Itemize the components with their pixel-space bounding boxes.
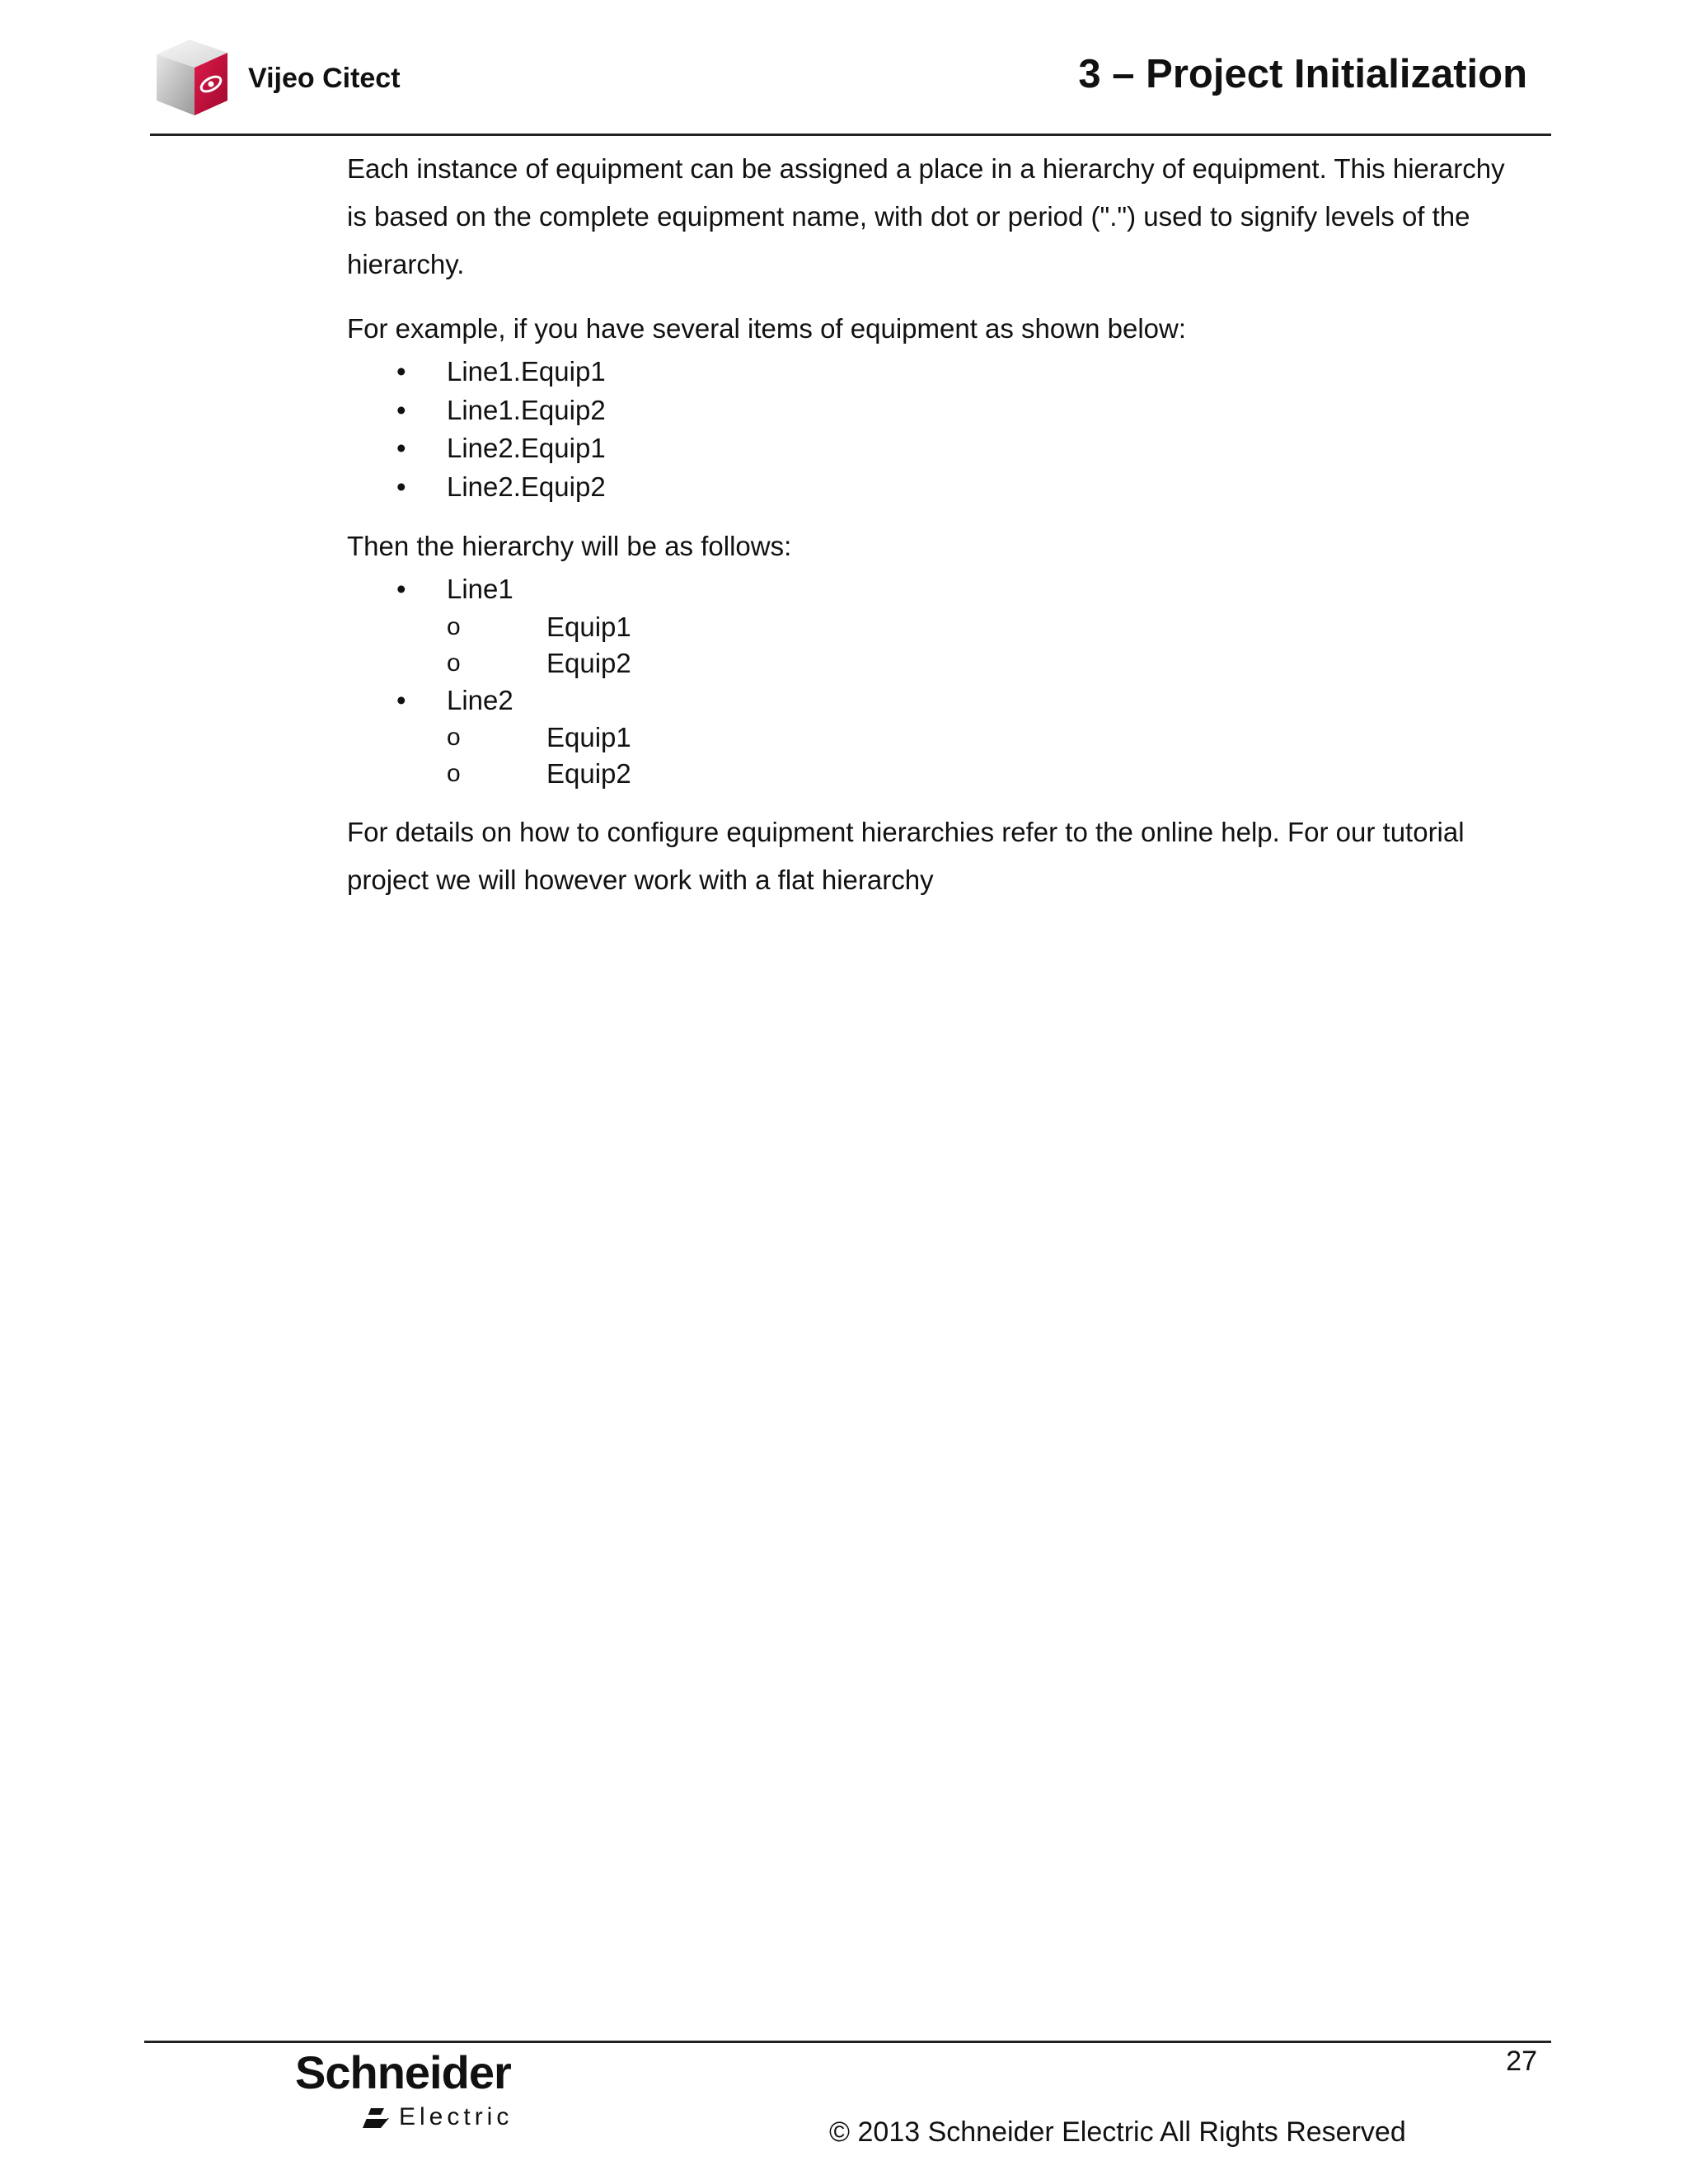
bullet-icon: • bbox=[396, 394, 406, 425]
hierarchy-item-label: Line2 bbox=[447, 684, 513, 715]
bullet-icon: • bbox=[396, 684, 406, 715]
app-name: Vijeo Citect bbox=[248, 63, 401, 94]
circle-bullet-icon: o bbox=[447, 724, 461, 751]
list-item bbox=[347, 353, 1534, 391]
list-item-label: Line1.Equip1 bbox=[447, 356, 606, 387]
chapter-title: 3 – Project Initialization bbox=[1078, 52, 1527, 96]
hierarchy-list bbox=[347, 570, 1534, 792]
hierarchy-children bbox=[447, 609, 1534, 682]
paragraph-line: For details on how to configure equipment hierarchies refer to the online help. For our tutorial bbox=[347, 817, 1465, 847]
hierarchy-child bbox=[447, 756, 1534, 792]
hierarchy-child bbox=[447, 645, 1534, 682]
hierarchy-item bbox=[347, 570, 1534, 682]
paragraph-line: project we will however work with a flat hierarchy bbox=[347, 865, 934, 895]
list-item-label: Line2.Equip1 bbox=[447, 433, 606, 463]
paragraph-example: For example, if you have several items of equipment as shown below: bbox=[347, 313, 1187, 344]
list-item bbox=[347, 468, 1534, 507]
bullet-icon: • bbox=[396, 433, 406, 463]
list-item bbox=[347, 429, 1534, 468]
schneider-symbol-icon bbox=[363, 2108, 389, 2128]
paragraph-line: hierarchy. bbox=[347, 249, 465, 279]
footer-divider bbox=[144, 2041, 1551, 2043]
paragraph-hierarchy-intro: Then the hierarchy will be as follows: bbox=[347, 531, 792, 561]
list-item-label: Line1.Equip2 bbox=[447, 394, 606, 425]
brand-sub: Electric bbox=[399, 2103, 513, 2130]
paragraph-intro bbox=[347, 145, 1534, 288]
circle-bullet-icon: o bbox=[447, 760, 461, 787]
page-number: 27 bbox=[1506, 2046, 1537, 2077]
list-item-label: Line2.Equip2 bbox=[447, 471, 606, 502]
paragraph-line: is based on the complete equipment name, with dot or period (".") used to signify levels of the bbox=[347, 201, 1470, 232]
page-content bbox=[347, 145, 1534, 904]
hierarchy-item bbox=[347, 682, 1534, 793]
schneider-electric-logo bbox=[295, 2052, 551, 2135]
brand-name: Schneider bbox=[295, 2052, 511, 2098]
hierarchy-child-label: Equip2 bbox=[546, 647, 631, 678]
hierarchy-child bbox=[447, 719, 1534, 756]
circle-bullet-icon: o bbox=[447, 612, 461, 640]
hierarchy-child bbox=[447, 609, 1534, 645]
hierarchy-child-label: Equip1 bbox=[546, 722, 631, 752]
copyright-notice: © 2013 Schneider Electric All Rights Reserved bbox=[829, 2116, 1406, 2148]
example-equipment-list bbox=[347, 353, 1534, 506]
bullet-icon: • bbox=[396, 471, 406, 502]
paragraph-details bbox=[347, 808, 1534, 904]
vijeo-citect-logo-icon bbox=[153, 36, 231, 119]
bullet-icon: • bbox=[396, 574, 406, 604]
circle-bullet-icon: o bbox=[447, 649, 461, 677]
hierarchy-item-label: Line1 bbox=[447, 574, 513, 604]
hierarchy-children bbox=[447, 719, 1534, 792]
hierarchy-child-label: Equip2 bbox=[546, 758, 631, 789]
bullet-icon: • bbox=[396, 356, 406, 387]
hierarchy-child-label: Equip1 bbox=[546, 611, 631, 642]
list-item bbox=[347, 391, 1534, 430]
paragraph-line: Each instance of equipment can be assigned a place in a hierarchy of equipment. This hierarchy bbox=[347, 153, 1505, 184]
header-divider bbox=[150, 134, 1551, 136]
